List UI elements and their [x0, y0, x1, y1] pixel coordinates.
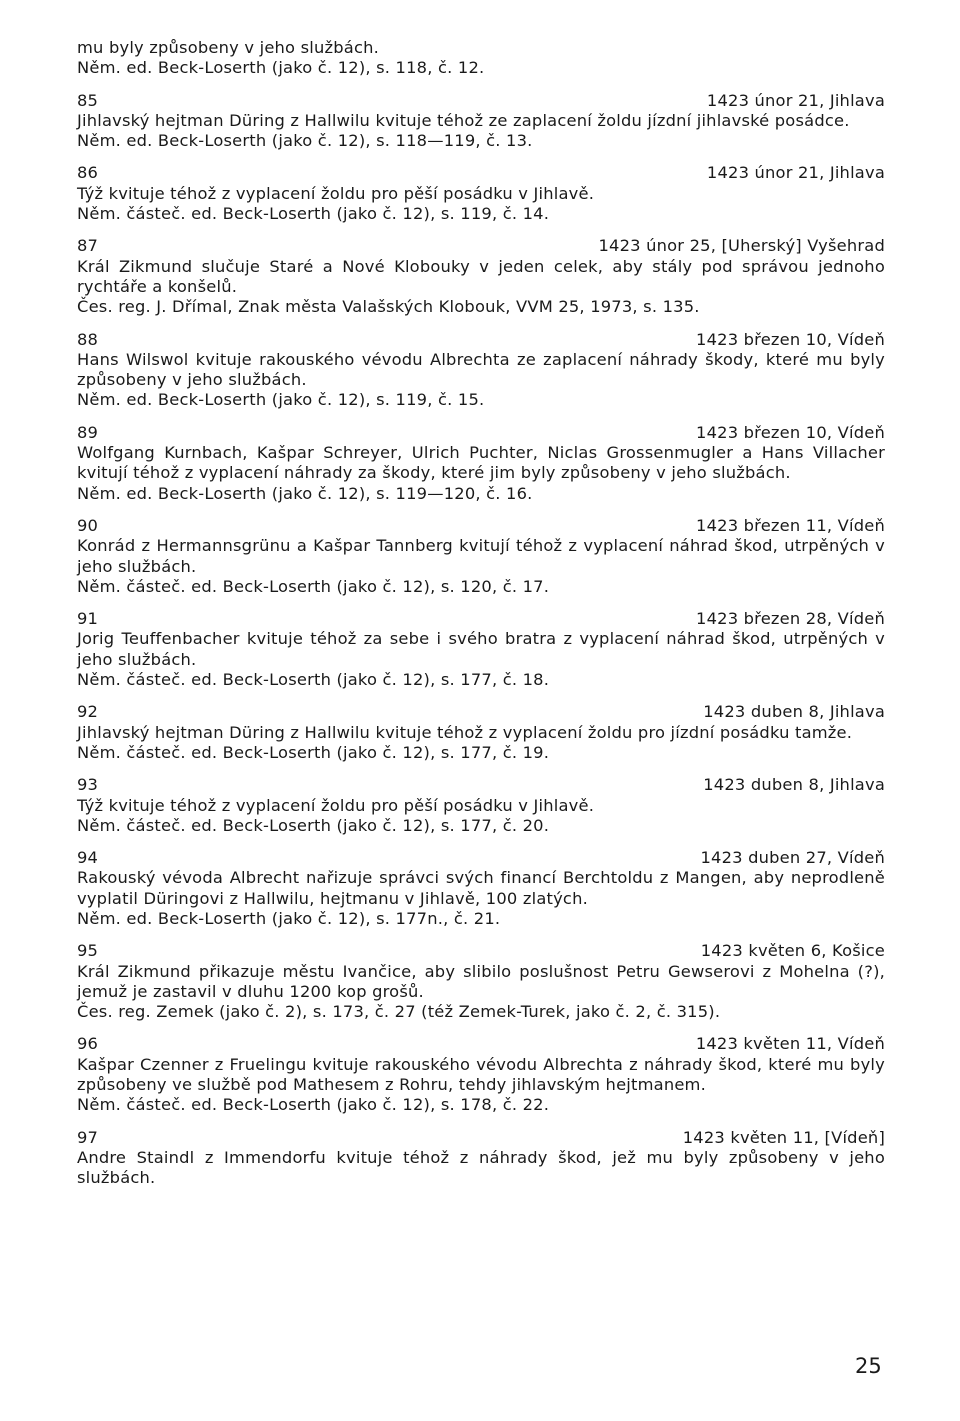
- entry-text: Kašpar Czenner z Fruelingu kvituje rakouského vévodu Albrechta z náhrady škod, které mu byly způsobeny ve službě pod Mathesem z Rohru, tehdy jihlavským hejtmanem.: [77, 1054, 885, 1095]
- entry-source: Něm. částeč. ed. Beck-Loserth (jako č. 12), s. 177, č. 19.: [77, 742, 550, 762]
- entry-source: Čes. reg. J. Dřímal, Znak města Valašských Klobouk, VVM 25, 1973, s. 135.: [77, 297, 700, 317]
- entry-source: Něm. částeč. ed. Beck-Loserth (jako č. 12), s. 178, č. 22.: [77, 1095, 550, 1115]
- entry-header: [77, 516, 885, 536]
- page-number: 25: [855, 1354, 882, 1378]
- entry-header: [77, 91, 885, 111]
- entry-date-place: 1423 duben 8, Jihlava: [703, 702, 885, 722]
- entry-header: [77, 1034, 885, 1054]
- entry-number: 85: [77, 90, 99, 110]
- entry-header: [77, 848, 885, 868]
- entry-date-place: 1423 březen 10, Vídeň: [696, 329, 885, 349]
- regest-entry-94: [77, 848, 885, 929]
- entry-source: Něm. částeč. ed. Beck-Loserth (jako č. 12), s. 120, č. 17.: [77, 576, 550, 596]
- entry-source: Něm. ed. Beck-Loserth (jako č. 12), s. 118—119, č. 13.: [77, 131, 533, 151]
- entry-text: Týž kvituje téhož z vyplacení žoldu pro pěší posádku v Jihlavě.: [77, 183, 595, 203]
- regest-entry-85: [77, 91, 885, 152]
- regest-entry-86: [77, 163, 885, 224]
- entry-source: Něm. ed. Beck-Loserth (jako č. 12), s. 119—120, č. 16.: [77, 483, 533, 503]
- entry-text: Jihlavský hejtman Düring z Hallwilu kvituje téhož z vyplacení žoldu pro jízdní posádku tamže.: [77, 722, 853, 742]
- entry-number: 86: [77, 163, 99, 183]
- entry-date-place: 1423 květen 6, Košice: [700, 941, 885, 961]
- entry-header: [77, 775, 885, 795]
- entry-source: Něm. částeč. ed. Beck-Loserth (jako č. 12), s. 177, č. 18.: [77, 670, 550, 690]
- entry-number: 91: [77, 609, 99, 629]
- entry-number: 88: [77, 329, 99, 349]
- entry-number: 87: [77, 236, 99, 256]
- entry-date-place: 1423 duben 27, Vídeň: [700, 848, 885, 868]
- entry-header: [77, 330, 885, 350]
- entry-source: Něm. ed. Beck-Loserth (jako č. 12), s. 177n., č. 21.: [77, 908, 501, 928]
- regest-entry-96: [77, 1034, 885, 1115]
- entry-text: Andre Staindl z Immendorfu kvituje téhož z náhrady škod, jež mu byly způsobeny v jeho službách.: [77, 1147, 885, 1188]
- entry-source: Něm. ed. Beck-Loserth (jako č. 12), s. 119, č. 15.: [77, 390, 485, 410]
- regest-entry-97: [77, 1128, 885, 1189]
- entry-header: [77, 702, 885, 722]
- entry-number: 97: [77, 1127, 99, 1147]
- entry-date-place: 1423 květen 11, [Vídeň]: [682, 1127, 885, 1147]
- entry-source: Něm. částeč. ed. Beck-Loserth (jako č. 12), s. 119, č. 14.: [77, 204, 550, 224]
- entry-header: [77, 941, 885, 961]
- entry-date-place: 1423 květen 11, Vídeň: [695, 1034, 885, 1054]
- continuation-source: Něm. ed. Beck-Loserth (jako č. 12), s. 118, č. 12.: [77, 58, 485, 78]
- entry-header: [77, 609, 885, 629]
- document-page: [77, 38, 885, 1201]
- entry-text: Jihlavský hejtman Düring z Hallwilu kvituje téhož ze zaplacení žoldu jízdní jihlavské posádce.: [77, 110, 850, 130]
- entry-number: 90: [77, 515, 99, 535]
- entry-header: [77, 1128, 885, 1148]
- entry-text: Král Zikmund přikazuje městu Ivančice, aby slibilo poslušnost Petru Gewserovi z Mohelna (?), jemuž je zastavil v dluhu 1200 kop grošů.: [77, 961, 885, 1001]
- entry-date-place: 1423 únor 21, Jihlava: [706, 163, 885, 183]
- entry-text: Král Zikmund slučuje Staré a Nové Klobouky v jeden celek, aby stály pod správou jednoho rychtáře a konšelů.: [77, 256, 885, 296]
- entry-number: 95: [77, 941, 99, 961]
- regest-entry-91: [77, 609, 885, 690]
- regest-entry-88: [77, 330, 885, 411]
- regest-entry-92: [77, 702, 885, 763]
- regest-entry-87: [77, 236, 885, 317]
- regest-entry-93: [77, 775, 885, 836]
- entry-date-place: 1423 duben 8, Jihlava: [703, 775, 885, 795]
- regest-entry-90: [77, 516, 885, 597]
- entry-source: Čes. reg. Zemek (jako č. 2), s. 173, č. 27 (též Zemek-Turek, jako č. 2, č. 315).: [77, 1002, 721, 1022]
- entry-header: [77, 423, 885, 443]
- entry-date-place: 1423 únor 25, [Uherský] Vyšehrad: [598, 236, 885, 256]
- entry-text: Konrád z Hermannsgrünu a Kašpar Tannberg kvitují téhož z vyplacení náhrad škod, utrpěných v jeho službách.: [77, 536, 885, 576]
- entry-source: Něm. částeč. ed. Beck-Loserth (jako č. 12), s. 177, č. 20.: [77, 815, 550, 835]
- entry-date-place: 1423 březen 11, Vídeň: [696, 515, 885, 535]
- continuation-text: mu byly způsobeny v jeho službách.: [77, 38, 380, 57]
- entry-header: [77, 163, 885, 183]
- entry-number: 92: [77, 702, 99, 722]
- entry-number: 96: [77, 1034, 99, 1054]
- continuation-block: [77, 38, 885, 79]
- entry-text: Rakouský vévoda Albrecht nařizuje správci svých financí Berchtoldu z Mangen, aby neprodleně vyplatil Düringovi z Hallwilu, hejtmanu v Jihlavě, 100 zlatých.: [77, 868, 885, 908]
- entry-text: Wolfgang Kurnbach, Kašpar Schreyer, Ulrich Puchter, Niclas Grossenmugler a Hans Villacher kvitují téhož z vyplacení náhrady za škody, které jim byly způsobeny v jeho službách.: [77, 443, 885, 483]
- entry-number: 94: [77, 848, 99, 868]
- entry-number: 89: [77, 422, 99, 442]
- entry-header: [77, 236, 885, 256]
- entry-date-place: 1423 únor 21, Jihlava: [706, 90, 885, 110]
- regest-entry-89: [77, 423, 885, 504]
- entry-number: 93: [77, 775, 99, 795]
- entry-date-place: 1423 březen 10, Vídeň: [696, 422, 885, 442]
- entry-text: Jorig Teuffenbacher kvituje téhož za sebe i svého bratra z vyplacení náhrad škod, utrpěných v jeho službách.: [77, 629, 885, 669]
- entry-date-place: 1423 březen 28, Vídeň: [696, 609, 885, 629]
- regest-entry-95: [77, 941, 885, 1022]
- entry-text: Hans Wilswol kvituje rakouského vévodu Albrechta ze zaplacení náhrady škody, které mu byly způsobeny v jeho službách.: [77, 349, 885, 390]
- entry-text: Týž kvituje téhož z vyplacení žoldu pro pěší posádku v Jihlavě.: [77, 795, 595, 815]
